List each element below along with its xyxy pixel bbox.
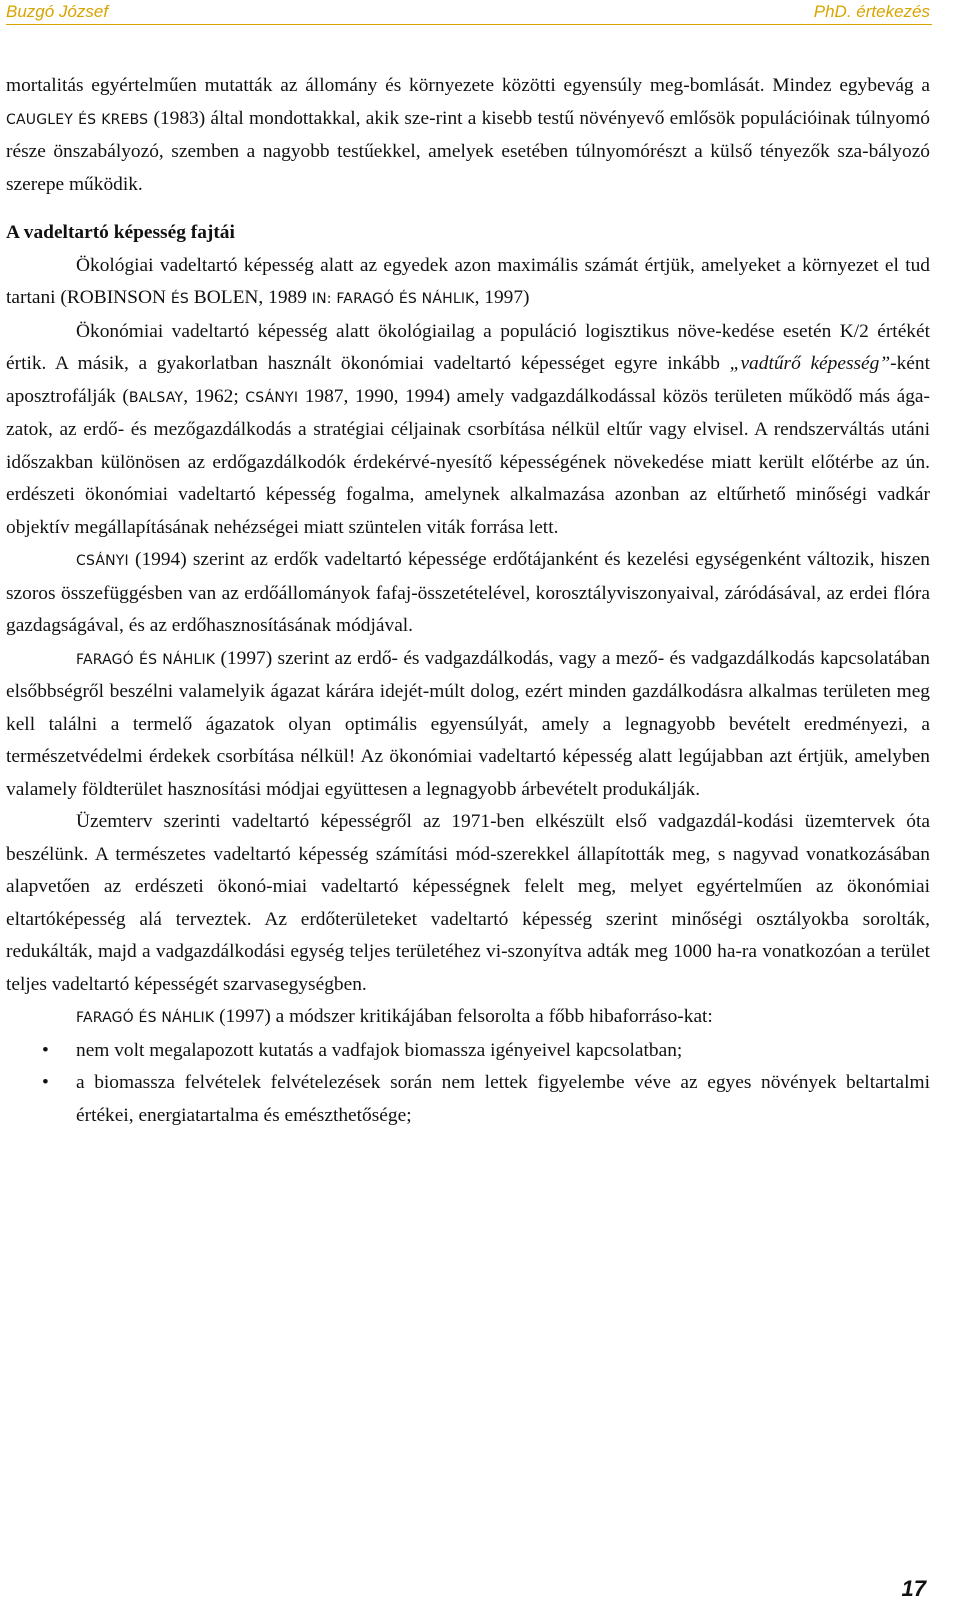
paragraph-csanyi: CSÁNYI (1994) szerint az erdők vadeltartó képessége erdőtájanként és kezelési egységenként változik, hiszen szoros összefüggésben van az erdőállományok fafaj-összetételével, korosztályviszonyaival, záródásával, az erdei flóra gazdagságával, és az erdőhasznosításának módjával.: [6, 549, 930, 636]
bullet-icon: •: [42, 1039, 49, 1061]
paragraph-farago-1: FARAGÓ ÉS NÁHLIK (1997) szerint az erdő- és vadgazdálkodás, vagy a mező- és vadgazdálkodás kapcsolatában elsőbbségről beszélni valamelyik ágazat kárára idejét-múlt dolog, ezért minden gazdálkodásra alkalmas területen meg kell találni a termelő ágazatok olyan optimális egyensúlyát, amely a legnagyobb bevételt eredményezi, a természetvédelmi érdekek csorbítása nélkül! Az ökonómiai vadeltartó képesség alatt legújabban azt értjük, amelyben valamely földterület hasznosítási módjai együttesen a legnagyobb árbevételt produkálják.: [6, 647, 930, 800]
paragraph-okonomiai: Ökonómiai vadeltartó képesség alatt ökológiailag a populáció logisztikus növe-kedése esetén K/2 értékét értik. A másik, a gyakorlatban használt ökonómiai vadeltartó képességet egyre inkább „vadtűrő képesség”-ként aposztrofálják (BALSAY, 1962; CSÁNYI 1987, 1990, 1994) amely vadgazdálkodással közös területen működő más ága-zatok, az erdő- és mezőgazdálkodás a stratégiai céljainak csorbítása nélkül eltűr vagy elvisel. A rendszerváltás utáni időszakban különösen az erdőgazdálkodók érdekérvé-nyesítő képességének növekedése miatt került előtérbe az ún. erdészeti ökonómiai vadeltartó képesség fogalma, amelynek alkalmazása azonban az eltűrhető minőségi vadkár objektív megállapításának nehézségei miatt szüntelen viták forrása lett.: [6, 320, 930, 538]
term-vadturo-kepesseg: „vadtűrő képesség”: [729, 353, 891, 374]
bullet-list: [6, 1035, 930, 1133]
list-item: • nem volt megalapozott kutatás a vadfajok biomassza igényeivel kapcsolatban;: [6, 1035, 930, 1068]
page-header: [0, 0, 960, 28]
citation-balsay: BALSAY: [128, 389, 184, 406]
header-author: Buzgó József: [6, 2, 109, 21]
citation-csanyi: CSÁNYI: [245, 389, 299, 406]
paragraph-farago-2: FARAGÓ ÉS NÁHLIK (1997) a módszer kritikájában felsorolta a főbb hibaforráso-kat:: [76, 1006, 713, 1027]
header-rule: [6, 24, 932, 25]
page-body: [6, 70, 930, 1132]
paragraph-intro: mortalitás egyértelműen mutatták az állomány és környezete közötti egyensúly meg-bomlását. Mindez egybevág a CAUGLEY ÉS KREBS (1983) által mondottakkal, akik sze-rint a kisebb testű növényevő emlősök populációinak túlnyomó része önszabályozó, szemben a nagyobb testűekkel, amelyek esetében túlnyomórészt a külső tényezők sza-bályozó szerepe működik.: [6, 75, 931, 195]
header-doc-type: PhD. értekezés: [813, 2, 930, 21]
list-item: • a biomassza felvételek felvételezések során nem lettek figyelembe véve az egyes növények beltartalmi értékei, energiatartalma és emészthetősége;: [6, 1067, 930, 1132]
paragraph-uzemterv: Üzemterv szerinti vadeltartó képességről az 1971-ben elkészült első vadgazdál-kodási üzemtervek óta beszélünk. A természetes vadeltartó képesség számítási mód-szerekkel állapították meg, s nagyvad vonatkozásában alapvetően az erdészeti ökonó-miai vadeltartó képességnek felelt meg, melyet egyértelműen az ökonómiai eltartóképesség alá terveztek. Az erdőterületeket vadeltartó képesség szerint minőségi osztályokba sorolták, redukálták, majd a vadgazdálkodási egység teljes területéhez vi-szonyítva adták meg 1000 ha-ra vonatkozóan a terület teljes vadeltartó képességét szarvasegységben.: [6, 811, 930, 995]
section-heading: A vadeltartó képesség fajtái: [6, 222, 235, 243]
paragraph-okologiai: Ökológiai vadeltartó képesség alatt az egyedek azon maximális számát értjük, amelyeket a környezet el tud tartani (ROBINSON ÉS BOLEN, 1989 IN: FARAGÓ ÉS NÁHLIK, 1997): [6, 254, 930, 308]
bullet-icon: •: [42, 1072, 49, 1093]
citation-farago-nahlik: IN: FARAGÓ ÉS NÁHLIK: [311, 291, 475, 307]
page-number: 17: [901, 1576, 926, 1601]
citation-caughley-krebs: CAUGLEY ÉS KREBS: [6, 111, 149, 128]
